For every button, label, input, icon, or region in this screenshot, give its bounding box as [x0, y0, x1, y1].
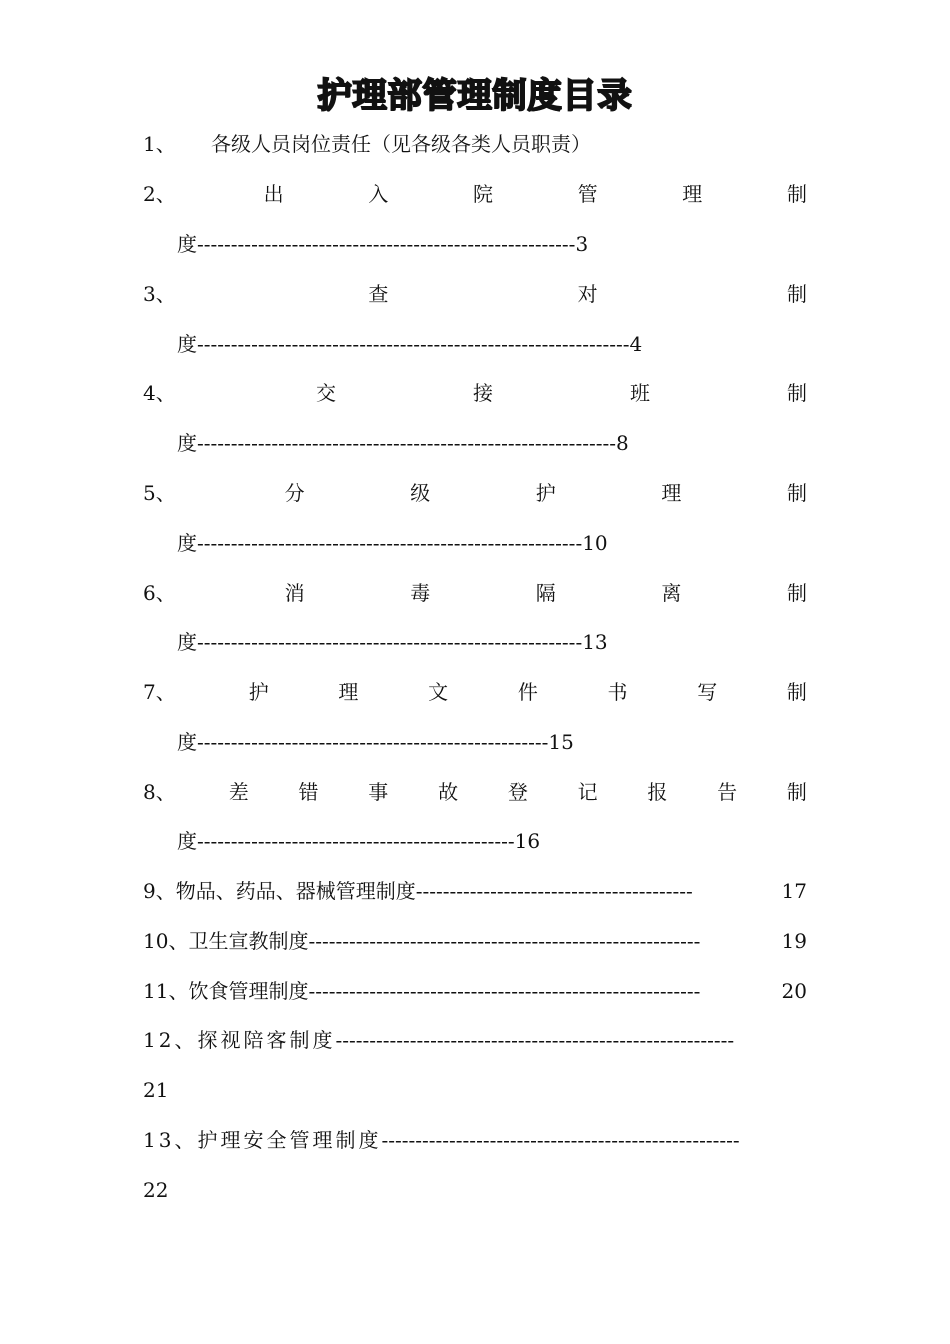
leader-dashes: -----------------------------------------------------: [381, 1128, 740, 1152]
leader-dashes: --------------------------------------------------------------: [197, 431, 616, 455]
leader-dashes: ----------------------------------------------------------: [308, 929, 701, 953]
page-number: 16: [514, 829, 541, 853]
item-number: 7、: [143, 680, 176, 704]
item-number: 1、: [143, 132, 176, 156]
toc-item-1: [143, 129, 807, 159]
item-char: 报: [647, 780, 668, 804]
item-text: 12、探视陪客制度: [143, 1028, 336, 1052]
page-number: 20: [781, 979, 807, 1003]
item-char: 记: [577, 780, 598, 804]
page-number: 15: [548, 730, 574, 754]
item-text: 度: [177, 431, 197, 455]
item-number: 6、: [143, 581, 176, 605]
page-number: 10: [582, 531, 608, 555]
item-char: 护: [535, 481, 556, 505]
toc-item-9: [143, 876, 807, 906]
leader-dashes: -----------------------------------------: [415, 879, 693, 903]
item-char: 登: [507, 780, 528, 804]
item-char: 护: [248, 680, 269, 704]
toc-item-6: [143, 578, 807, 608]
item-char: 件: [517, 680, 538, 704]
toc-item-5-continuation: [177, 528, 608, 558]
toc-item-8-continuation: [177, 826, 540, 856]
toc-item-8: [143, 777, 807, 807]
page-number: 8: [615, 431, 629, 455]
item-text: 各级人员岗位责任（见各级各类人员职责）: [211, 132, 591, 156]
toc-item-13: [143, 1125, 807, 1155]
item-char: 院: [472, 182, 493, 206]
item-char: 入: [368, 182, 389, 206]
toc-item-5: [143, 478, 807, 508]
item-number: 4、: [143, 381, 176, 405]
item-char: 制: [786, 182, 807, 206]
item-text: 度: [177, 630, 197, 654]
toc-item-7-continuation: [177, 727, 574, 757]
leader-dashes: -----------------------------------------------------------: [335, 1028, 735, 1052]
leader-dashes: ---------------------------------------------------------: [197, 531, 583, 555]
item-text: 度: [177, 829, 197, 853]
item-char: 告: [717, 780, 738, 804]
toc-item-3: [143, 279, 807, 309]
item-char: 事: [368, 780, 389, 804]
item-char: 出: [263, 182, 284, 206]
item-char: 交: [316, 381, 336, 405]
page-number: 19: [781, 929, 807, 953]
item-char: 理: [338, 680, 359, 704]
item-char: 理: [682, 182, 703, 206]
item-char: 班: [630, 381, 650, 405]
leader-dashes: ----------------------------------------------------------------: [197, 332, 630, 356]
item-char: 毒: [410, 581, 431, 605]
item-char: 隔: [535, 581, 556, 605]
item-char: 理: [661, 481, 682, 505]
item-number: 2、: [143, 182, 176, 206]
item-char: 查: [368, 282, 389, 306]
leader-dashes: -----------------------------------------------: [197, 829, 515, 853]
toc-item-12-page-line: [143, 1075, 807, 1105]
item-char: 制: [786, 780, 807, 804]
item-char: 制: [786, 581, 807, 605]
item-text: 13、护理安全管理制度: [143, 1128, 382, 1152]
item-char: 错: [298, 780, 319, 804]
item-char: 级: [410, 481, 431, 505]
page-number: 4: [629, 332, 643, 356]
item-char: 书: [607, 680, 628, 704]
toc-item-4: [143, 378, 807, 408]
item-char: 故: [438, 780, 459, 804]
page-number: 22: [143, 1178, 169, 1202]
leader-dashes: ----------------------------------------------------: [197, 730, 549, 754]
toc-item-3-continuation: [177, 329, 642, 359]
item-char: 制: [786, 282, 807, 306]
item-char: 文: [428, 680, 449, 704]
item-char: 对: [577, 282, 598, 306]
item-char: 分: [284, 481, 305, 505]
item-char: 接: [473, 381, 493, 405]
page-title: 护理部管理制度目录: [317, 76, 633, 116]
page-number: 21: [143, 1078, 169, 1102]
toc-item-7: [143, 677, 807, 707]
toc-item-10: [143, 926, 807, 956]
item-char: 离: [661, 581, 682, 605]
toc-item-6-continuation: [177, 627, 608, 657]
item-text: 度: [177, 332, 197, 356]
item-char: 制: [786, 481, 807, 505]
leader-dashes: ----------------------------------------------------------: [308, 979, 701, 1003]
toc-item-12: [143, 1025, 807, 1055]
item-number: 8、: [143, 780, 176, 804]
page-number: 13: [582, 630, 608, 654]
item-text: 10、卫生宣教制度: [143, 929, 309, 953]
item-number: 3、: [143, 282, 176, 306]
item-char: 制: [787, 381, 807, 405]
item-text: 度: [177, 531, 197, 555]
leader-dashes: --------------------------------------------------------: [197, 232, 576, 256]
toc-item-4-continuation: [177, 428, 629, 458]
toc-item-11: [143, 976, 807, 1006]
item-char: 管: [577, 182, 598, 206]
item-text: 9、物品、药品、器械管理制度: [143, 879, 416, 903]
item-number: 5、: [143, 481, 176, 505]
toc-item-2: [143, 179, 807, 209]
leader-dashes: ---------------------------------------------------------: [197, 630, 583, 654]
item-char: 写: [697, 680, 718, 704]
item-text: 度: [177, 232, 197, 256]
page-number: 3: [575, 232, 589, 256]
toc-item-2-continuation: [177, 229, 588, 259]
item-char: 消: [284, 581, 305, 605]
item-text: 度: [177, 730, 197, 754]
item-char: 差: [228, 780, 249, 804]
item-char: 制: [786, 680, 807, 704]
toc-item-13-page-line: [143, 1175, 807, 1205]
page-number: 17: [781, 879, 807, 903]
item-text: 11、饮食管理制度: [143, 979, 309, 1003]
